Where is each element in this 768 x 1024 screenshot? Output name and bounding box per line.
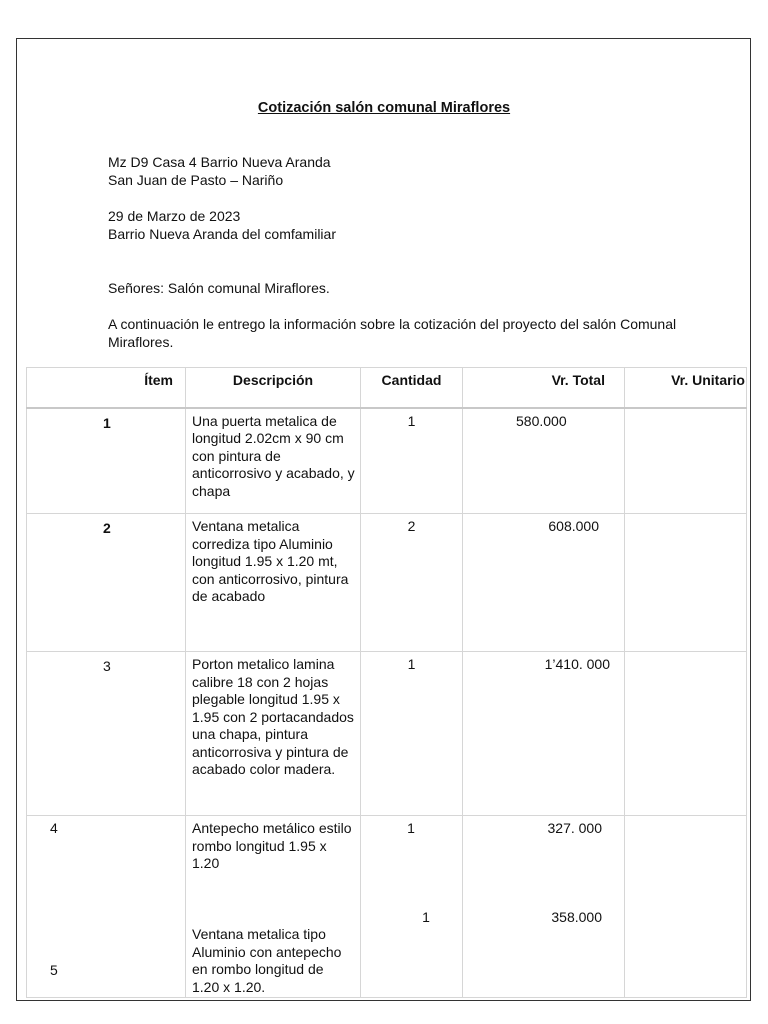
item-unit	[625, 652, 747, 816]
item-number: 5	[50, 962, 58, 978]
item-quantity: 1	[361, 408, 463, 514]
table-row	[27, 514, 747, 652]
table-row	[27, 408, 747, 514]
table-header-row	[27, 368, 747, 408]
item-number-cell	[27, 816, 186, 998]
header-quantity: Cantidad	[361, 368, 463, 408]
intro-paragraph: A continuación le entrego la información sobre la cotización del proyecto del salón Comunal Miraflores.	[108, 316, 677, 350]
item-description: Ventana metalica corrediza tipo Aluminio longitud 1.95 x 1.20 mt, con anticorrosivo, pintura de acabado	[186, 514, 361, 652]
item-total-cell	[463, 816, 625, 998]
address-line-1: Mz D9 Casa 4 Barrio Nueva Aranda	[108, 154, 331, 170]
item-description: Una puerta metalica de longitud 2.02cm x 90 cm con pintura de anticorrosivo y acabado, y chapa	[186, 408, 361, 514]
item-number: 2	[27, 514, 186, 652]
item-description: Porton metalico lamina calibre 18 con 2 hojas plegable longitud 1.95 x 1.95 con 2 portacandados una chapa, pintura anticorrosiva y pintura de acabado color madera.	[186, 652, 361, 816]
item-description: Antepecho metálico estilo rombo longitud 1.95 x 1.20	[192, 820, 352, 871]
item-quantity: 1	[361, 652, 463, 816]
item-total: 608.000	[463, 514, 625, 652]
header-unit: Vr. Unitario	[625, 368, 747, 408]
item-total: 1’410. 000	[463, 652, 625, 816]
header-description: Descripción	[186, 368, 361, 408]
item-unit	[625, 816, 747, 998]
item-description-cell	[186, 816, 361, 998]
item-total: 358.000	[551, 909, 602, 925]
item-unit	[625, 514, 747, 652]
date-line: 29 de Marzo de 2023	[108, 208, 241, 224]
item-total: 327. 000	[547, 820, 602, 836]
item-quantity-cell	[361, 816, 463, 998]
item-quantity: 1	[407, 820, 415, 836]
item-number: 4	[50, 820, 58, 836]
item-number: 1	[27, 408, 186, 514]
quotation-table	[26, 367, 747, 998]
salutation: Señores: Salón comunal Miraflores.	[108, 280, 330, 296]
table-row	[27, 652, 747, 816]
item-quantity: 2	[361, 514, 463, 652]
item-unit	[625, 408, 747, 514]
header-total: Vr. Total	[463, 368, 625, 408]
header-item: Ítem	[27, 368, 186, 408]
location-line: Barrio Nueva Aranda del comfamiliar	[108, 226, 336, 242]
table-row	[27, 816, 747, 998]
item-quantity: 1	[422, 909, 430, 925]
address-line-2: San Juan de Pasto – Nariño	[108, 172, 284, 188]
item-total: 580.000	[463, 408, 625, 514]
document-title: Cotización salón comunal Miraflores	[257, 100, 511, 116]
item-number: 3	[27, 652, 186, 816]
item-description: Ventana metalica tipo Aluminio con antepecho en rombo longitud de 1.20 x 1.20.	[192, 926, 342, 995]
